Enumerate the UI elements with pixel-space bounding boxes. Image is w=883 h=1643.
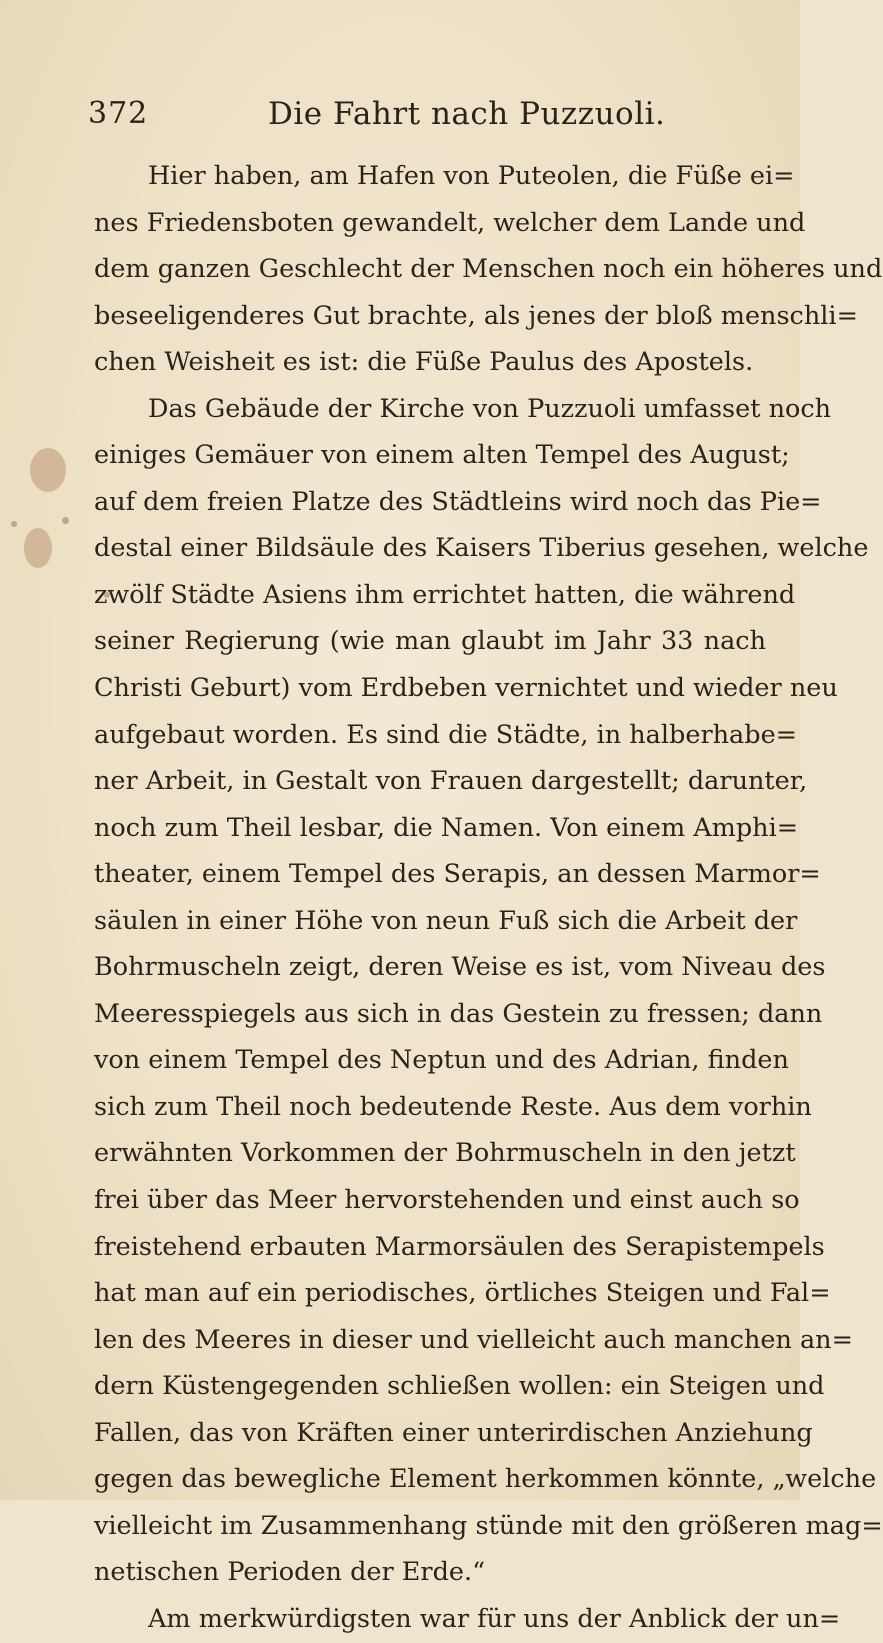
text-line: len des Meeres in dieser und vielleicht auch manchen an= bbox=[94, 1324, 853, 1355]
text-line: chen Weisheit es ist: die Füße Paulus des Apostels. bbox=[94, 347, 754, 378]
text-line: hat man auf ein periodisches, örtliches Steigen und Fal= bbox=[94, 1278, 831, 1309]
text-line: Meeresspiegels aus sich in das Gestein zu fressen; dann bbox=[94, 998, 823, 1029]
text-line: dem ganzen Geschlecht der Menschen noch ein höheres und bbox=[94, 254, 883, 285]
text-line: Fallen, das von Kräften einer unterirdischen Anziehung bbox=[94, 1417, 813, 1448]
text-line: destal einer Bildsäule des Kaisers Tiberius gesehen, welche bbox=[94, 533, 869, 564]
text-line: Am merkwürdigsten war für uns der Anblick der un= bbox=[148, 1603, 841, 1634]
paper-stain bbox=[30, 448, 66, 492]
paper-stain bbox=[24, 528, 52, 568]
text-line: theater, einem Tempel des Serapis, an dessen Marmor= bbox=[94, 859, 821, 890]
text-line: seiner Regierung (wie man glaubt im Jahr 33 nach bbox=[94, 626, 766, 657]
paper-speck bbox=[62, 517, 69, 524]
text-line: noch zum Theil lesbar, die Namen. Von einem Amphi= bbox=[94, 812, 799, 843]
text-line: nes Friedensboten gewandelt, welcher dem Lande und bbox=[94, 207, 806, 238]
running-title: Die Fahrt nach Puzzuoli. bbox=[268, 96, 666, 132]
text-line: Bohrmuscheln zeigt, deren Weise es ist, vom Niveau des bbox=[94, 952, 826, 983]
text-line: Hier haben, am Hafen von Puteolen, die Füße ei= bbox=[148, 161, 795, 191]
running-head bbox=[88, 96, 778, 136]
text-line: freistehend erbauten Marmorsäulen des Serapistempels bbox=[94, 1231, 825, 1262]
text-line: säulen in einer Höhe von neun Fuß sich die Arbeit der bbox=[94, 905, 798, 936]
text-line: gegen das bewegliche Element herkommen könnte, „welche bbox=[94, 1464, 877, 1495]
text-line: von einem Tempel des Neptun und des Adrian, finden bbox=[94, 1045, 789, 1076]
body-text bbox=[94, 153, 883, 1643]
text-line: beseeligenderes Gut brachte, als jenes der bloß menschli= bbox=[94, 300, 858, 331]
text-line: zwölf Städte Asiens ihm errichtet hatten, die während bbox=[94, 579, 796, 610]
text-line: frei über das Meer hervorstehenden und einst auch so bbox=[94, 1185, 800, 1216]
text-line: vielleicht im Zusammenhang stünde mit den größeren mag= bbox=[94, 1510, 883, 1541]
text-line: Christi Geburt) vom Erdbeben vernichtet und wieder neu bbox=[94, 673, 838, 704]
text-line: einiges Gemäuer von einem alten Tempel des August; bbox=[94, 440, 790, 471]
text-line: Das Gebäude der Kirche von Puzzuoli umfasset noch bbox=[148, 393, 832, 424]
text-line: auf dem freien Platze des Städtleins wird noch das Pie= bbox=[94, 486, 822, 517]
text-line: aufgebaut worden. Es sind die Städte, in halberhabe= bbox=[94, 719, 798, 750]
text-line: erwähnten Vorkommen der Bohrmuscheln in den jetzt bbox=[94, 1138, 796, 1169]
text-line: sich zum Theil noch bedeutende Reste. Aus dem vorhin bbox=[94, 1091, 812, 1122]
paper-speck bbox=[11, 521, 17, 527]
text-line: dern Küstengegenden schließen wollen: ein Steigen und bbox=[94, 1371, 825, 1402]
text-line: ner Arbeit, in Gestalt von Frauen dargestellt; darunter, bbox=[94, 766, 808, 797]
text-line: netischen Perioden der Erde.“ bbox=[94, 1557, 486, 1588]
page-number: 372 bbox=[88, 96, 149, 131]
